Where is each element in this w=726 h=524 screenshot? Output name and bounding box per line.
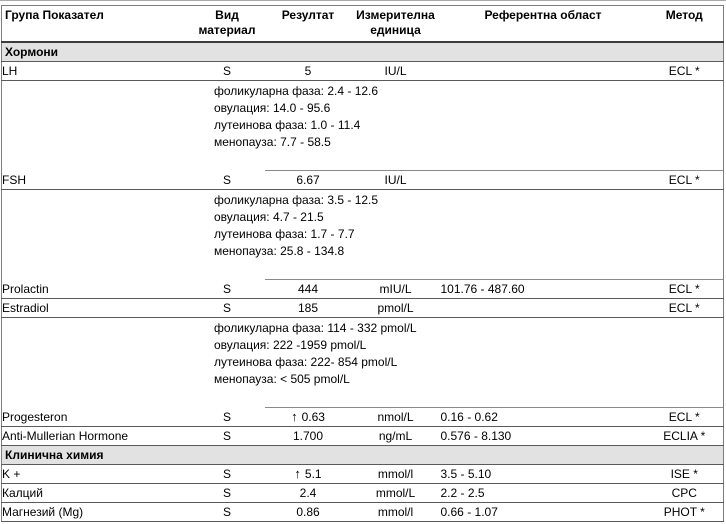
lab-row-calcium [2, 484, 724, 503]
indicator-cell: Prolactin [2, 280, 189, 299]
high-value-arrow-icon: ↑ [294, 466, 301, 481]
lab-row-magnesium [2, 503, 724, 522]
col-header-result: Резултат [266, 6, 351, 43]
lab-row-lh-reference-details [2, 81, 724, 172]
reference-cell: 0.576 - 8.130 [441, 427, 646, 446]
lab-results-table [1, 5, 724, 522]
lab-row-estradiol [2, 299, 724, 318]
col-header-reference: Референтна област [441, 6, 646, 43]
unit-cell: mmol/l [351, 503, 441, 522]
reference-cell [441, 171, 646, 190]
col-header-indicator: Група Показател [2, 6, 189, 43]
method-cell: ECL * [646, 408, 724, 427]
result-cell: 444 [266, 280, 351, 299]
unit-cell: ng/mL [351, 427, 441, 446]
detail-line: менопауза: 25.8 - 134.8 [214, 244, 345, 258]
section-row-clinical-chemistry [2, 446, 724, 465]
material-cell: S [189, 484, 266, 503]
lab-row-progesteron [2, 408, 724, 427]
method-cell: ECL * [646, 171, 724, 190]
method-cell: PHOT * [646, 503, 724, 522]
result-cell [266, 408, 351, 427]
method-cell: ISE * [646, 465, 724, 484]
indicator-cell: Магнезий (Mg) [2, 503, 189, 522]
unit-cell: IU/L [351, 62, 441, 81]
detail-line: фоликуларна фаза: 114 - 332 pmol/L [214, 321, 417, 335]
detail-line: овулация: 4.7 - 21.5 [214, 210, 324, 224]
high-value-arrow-icon: ↑ [291, 409, 298, 424]
result-cell: 6.67 [266, 171, 351, 190]
material-cell: S [189, 408, 266, 427]
indicator-cell: LH [2, 62, 189, 81]
top-divider [0, 0, 726, 1]
method-cell: ECLIA * [646, 427, 724, 446]
section-title: Клинична химия [2, 446, 724, 465]
reference-cell: 2.2 - 2.5 [441, 484, 646, 503]
material-cell: S [189, 171, 266, 190]
lab-row-fsh [2, 171, 724, 190]
method-cell: ECL * [646, 280, 724, 299]
lab-row-amh [2, 427, 724, 446]
unit-cell: mmol/l [351, 465, 441, 484]
method-cell: CPC [646, 484, 724, 503]
result-cell: 1.700 [266, 427, 351, 446]
material-cell: S [189, 299, 266, 318]
reference-cell: 0.66 - 1.07 [441, 503, 646, 522]
unit-cell: nmol/L [351, 408, 441, 427]
indicator-cell: K + [2, 465, 189, 484]
reference-cell [441, 62, 646, 81]
material-cell: S [189, 280, 266, 299]
detail-line: фоликуларна фаза: 2.4 - 12.6 [214, 84, 379, 98]
result-value: 0.63 [301, 410, 325, 424]
detail-line: лутеинова фаза: 222- 854 pmol/L [214, 355, 398, 369]
col-header-material: Вид материал [189, 6, 266, 43]
lab-row-fsh-reference-details [2, 190, 724, 281]
unit-cell: mIU/L [351, 280, 441, 299]
result-cell: 0.86 [266, 503, 351, 522]
unit-cell: mmol/L [351, 484, 441, 503]
detail-line: лутеинова фаза: 1.7 - 7.7 [214, 227, 355, 241]
detail-line: овулация: 14.0 - 95.6 [214, 101, 331, 115]
material-cell: S [189, 503, 266, 522]
reference-cell: 3.5 - 5.10 [441, 465, 646, 484]
reference-cell: 101.76 - 487.60 [441, 280, 646, 299]
detail-line: фоликуларна фаза: 3.5 - 12.5 [214, 193, 379, 207]
lab-row-estradiol-reference-details [2, 318, 724, 409]
result-cell [266, 465, 351, 484]
material-cell: S [189, 427, 266, 446]
indicator-cell: Progesteron [2, 408, 189, 427]
section-title: Хормони [2, 42, 724, 62]
header-row [2, 6, 724, 43]
result-value: 5.1 [304, 467, 322, 481]
detail-line: овулация: 222 -1959 pmol/L [214, 338, 367, 352]
result-cell: 5 [266, 62, 351, 81]
col-header-unit: Измерителна единица [351, 6, 441, 43]
indicator-cell: Anti-Mullerian Hormone [2, 427, 189, 446]
detail-line: лутеинова фаза: 1.0 - 11.4 [214, 118, 361, 132]
unit-cell: pmol/L [351, 299, 441, 318]
method-cell: ECL * [646, 299, 724, 318]
indicator-cell: Калций [2, 484, 189, 503]
indicator-cell: Estradiol [2, 299, 189, 318]
result-cell: 2.4 [266, 484, 351, 503]
material-cell: S [189, 62, 266, 81]
col-header-method: Метод [646, 6, 724, 43]
lab-row-prolactin [2, 280, 724, 299]
result-cell: 185 [266, 299, 351, 318]
indicator-cell: FSH [2, 171, 189, 190]
reference-cell [441, 299, 646, 318]
lab-row-lh [2, 62, 724, 81]
reference-cell: 0.16 - 0.62 [441, 408, 646, 427]
unit-cell: IU/L [351, 171, 441, 190]
material-cell: S [189, 465, 266, 484]
detail-line: менопауза: < 505 pmol/L [214, 372, 350, 386]
section-row-hormones [2, 42, 724, 62]
method-cell: ECL * [646, 62, 724, 81]
detail-line: менопауза: 7.7 - 58.5 [214, 135, 331, 149]
lab-row-potassium [2, 465, 724, 484]
